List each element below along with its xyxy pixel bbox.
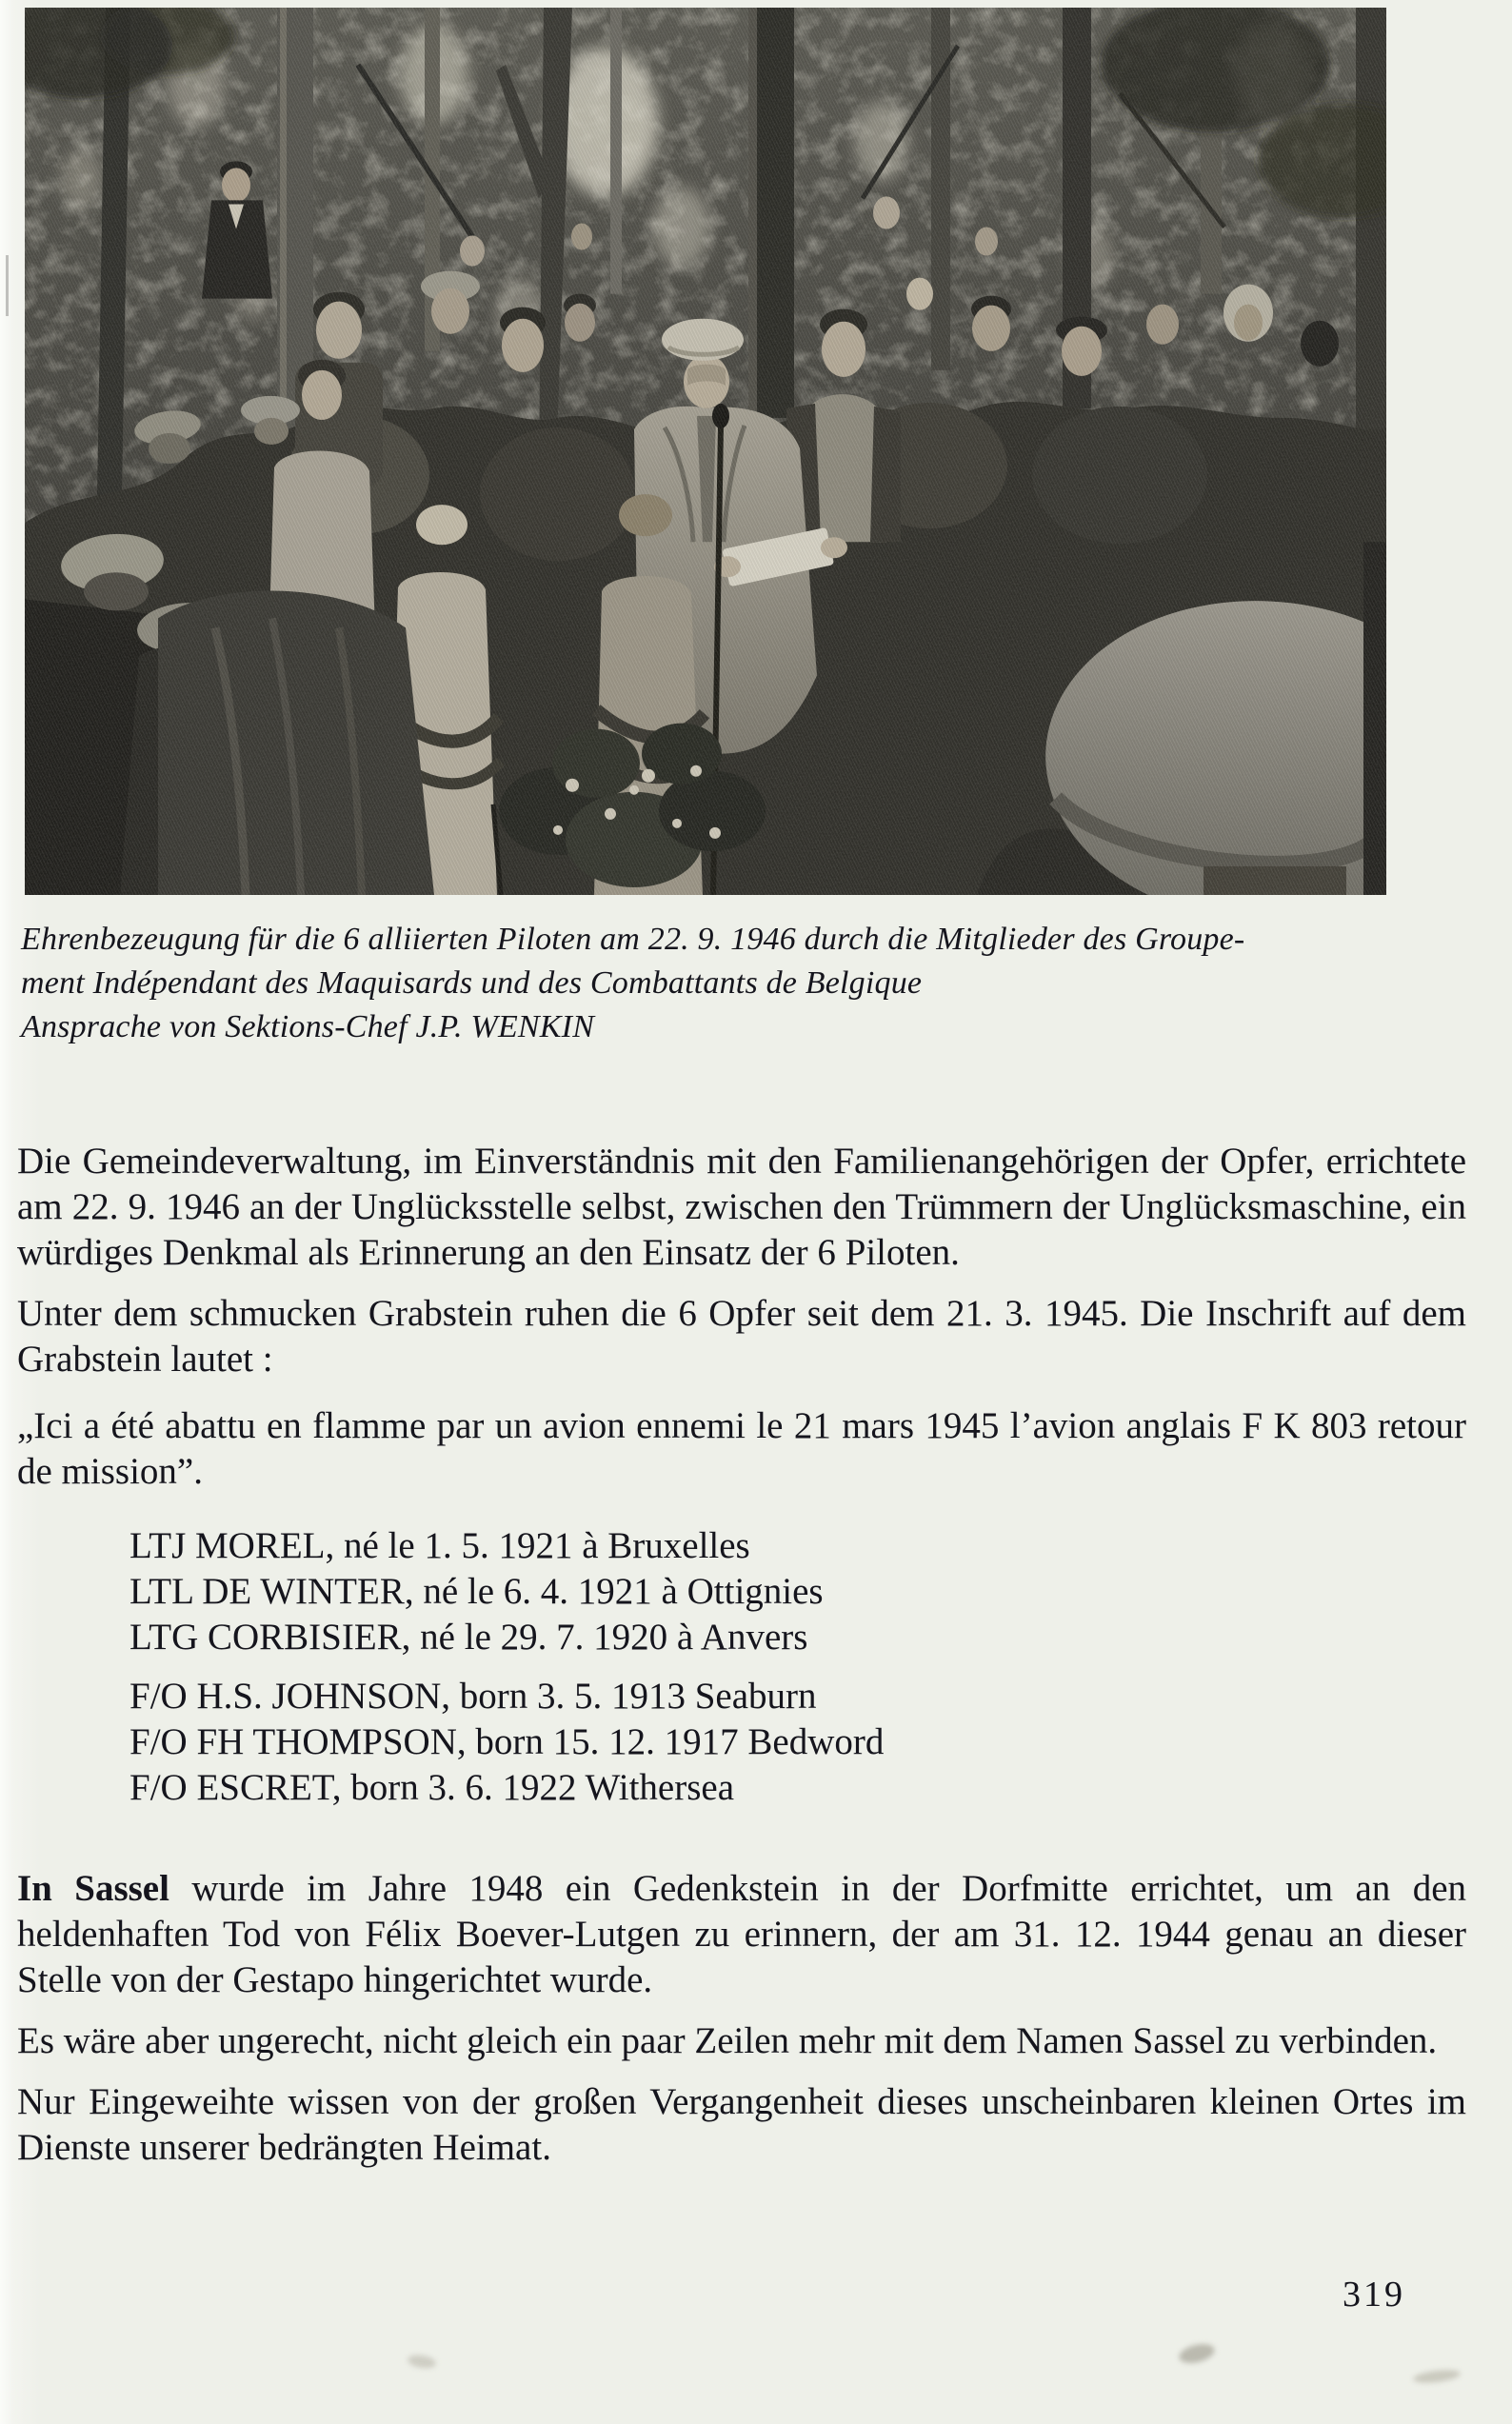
caption-line-2: ment Indépendant des Maquisards und des Combattants de Belgique	[21, 965, 923, 1001]
paragraph-gemeindeverwaltung: Die Gemeindeverwaltung, im Einverständnis mit den Familienangehörigen der Opfer, errichtete am 22. 9. 1946 an der Unglücksstelle selbst, zwischen den Trümmern der Unglücksmaschine, ein würdiges Denkmal als Erinnerung an den Einsatz der 6 Piloten.	[17, 1141, 1466, 1273]
pilot-list-belgian	[17, 1523, 1466, 1660]
memorial-ceremony-photo	[25, 8, 1386, 895]
photo-caption	[21, 918, 1492, 1049]
paragraph-inscription-quote: „Ici a été abattu en flamme par un avion ennemi le 21 mars 1945 l’avion anglais F K 803 retour de mission”.	[17, 1405, 1466, 1492]
pilot-entry: F/O ESCRET, born 3. 6. 1922 Withersea	[129, 1767, 735, 1808]
page-edge-mark	[6, 255, 9, 316]
page-number: 319	[1343, 2275, 1405, 2315]
caption-line-1: Ehrenbezeugung für die 6 alliierten Piloten am 22. 9. 1946 durch die Mitglieder des Groupe-	[21, 922, 1245, 957]
pilot-entry: LTJ MOREL, né le 1. 5. 1921 à Bruxelles	[129, 1525, 750, 1566]
paragraph-sassel	[17, 1866, 1466, 2003]
pilot-entry: F/O H.S. JOHNSON, born 3. 5. 1913 Seaburn	[129, 1676, 817, 1717]
paragraph-grabstein: Unter dem schmucken Grabstein ruhen die 6 Opfer seit dem 21. 3. 1945. Die Inschrift auf dem Grabstein lautet :	[17, 1293, 1466, 1380]
paragraph-eingeweihte: Nur Eingeweihte wissen von der großen Vergangenheit dieses unscheinbaren kleinen Ortes im Dienste unserer bedrängten Heimat.	[17, 2081, 1466, 2168]
scan-smudge	[1412, 2368, 1461, 2385]
body-text	[17, 1139, 1466, 2186]
sassel-bold-lead: In Sassel	[17, 1868, 169, 1909]
scan-smudge	[407, 2354, 437, 2371]
ceremony-photo-illustration	[25, 8, 1386, 895]
paragraph-ungerecht: Es wäre aber ungerecht, nicht gleich ein paar Zeilen mehr mit dem Namen Sassel zu verbinden.	[17, 2020, 1438, 2061]
photo-grain	[25, 8, 1386, 895]
pilot-entry: F/O FH THOMPSON, born 15. 12. 1917 Bedword	[129, 1721, 885, 1762]
pilot-entry: LTL DE WINTER, né le 6. 4. 1921 à Ottignies	[129, 1571, 824, 1612]
pilot-list-raf	[17, 1674, 1466, 1811]
caption-line-3: Ansprache von Sektions-Chef J.P. WENKIN	[21, 1009, 595, 1044]
scan-smudge	[1177, 2341, 1216, 2367]
pilot-entry: LTG CORBISIER, né le 29. 7. 1920 à Anvers	[129, 1617, 808, 1658]
sassel-rest: wurde im Jahre 1948 ein Gedenkstein in der Dorfmitte errichtet, um an den heldenhaften Tod von Félix Boever-Lutgen zu erinnern, der am 31. 12. 1944 genau an dieser Stelle von der Gestapo hingerichtet wurde.	[17, 1868, 1467, 2000]
